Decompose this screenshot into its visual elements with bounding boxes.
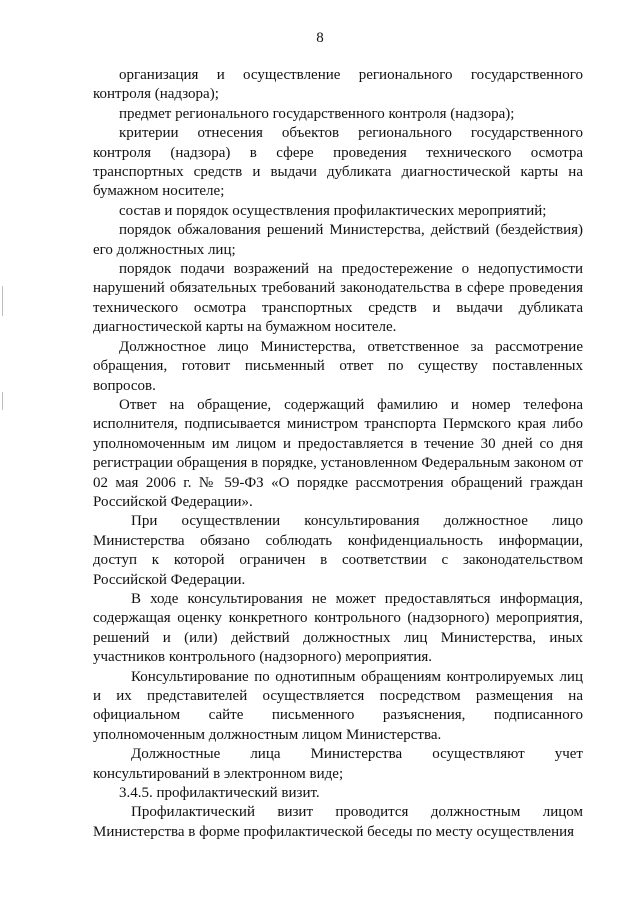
paragraph-appeal-procedure: порядок обжалования решений Министерства, действий (бездействия) его должностных лиц; (93, 222, 583, 258)
paragraph-consulting-records: Должностные лица Министерства осуществляют учет консультирований в электронном виде; (93, 746, 583, 782)
paragraph-confidentiality: При осуществлении консультирования должностное лицо Министерства обязано соблюдать конфиденциальность информации, доступ к которой ограничен в соответствии с законодательством Российской Федерации. (93, 513, 583, 588)
paragraph-criteria: критерии отнесения объектов регионального государственного контроля (надзора) в сфере проведения технического осмотра транспортных средств и выдачи дубликата диагностической карты на бумажном носителе; (93, 125, 583, 200)
paragraph-organization-control: организация и осуществление регионального государственного контроля (надзора); (93, 67, 583, 103)
document-body (93, 66, 583, 842)
scan-margin-mark (2, 286, 3, 316)
paragraph-preventive-visit: Профилактический визит проводится должностным лицом Министерства в форме профилактической беседы по месту осуществления (93, 804, 583, 840)
scan-margin-mark (2, 392, 3, 410)
paragraph-official-answer: Должностное лицо Министерства, ответственное за рассмотрение обращения, готовит письменный ответ по существу поставленных вопросов. (93, 338, 583, 394)
page-number: 8 (316, 30, 324, 46)
paragraph-section-heading: 3.4.5. профилактический визит. (119, 785, 320, 802)
paragraph-preventive-measures: состав и порядок осуществления профилактических мероприятий; (119, 202, 547, 219)
paragraph-subject-control: предмет регионального государственного контроля (надзора); (119, 105, 515, 122)
paragraph-objections-procedure: порядок подачи возражений на предостережение о недопустимости нарушений обязательных требований законодательства в сфере проведения технического осмотра транспортных средств и выдачи дубликата диагностической карты на бумажном носителе. (93, 261, 583, 336)
paragraph-consulting-limits: В ходе консультирования не может предоставляться информация, содержащая оценку конкретного контрольного (надзорного) мероприятия, решений и (или) действий должностных лиц Министерства, иных участников контрольного (надзорного) мероприятия. (93, 590, 583, 666)
paragraph-response-signing: Ответ на обращение, содержащий фамилию и номер телефона исполнителя, подписывается министром транспорта Пермского края либо уполномоченным им лицом и предоставляется в течение 30 дней со дня регистрации обращения в порядке, установленном Федеральным законом от 02 мая 2006 г. № 59-ФЗ «О порядке рассмотрения обращений граждан Российской Федерации». (93, 396, 583, 510)
paragraph-typical-requests: Консультирование по однотипным обращениям контролируемых лиц и их представителей осуществляется посредством размещения на официальном сайте письменного разъяснения, подписанного уполномоченным должностным лицом Министерства. (93, 668, 583, 743)
